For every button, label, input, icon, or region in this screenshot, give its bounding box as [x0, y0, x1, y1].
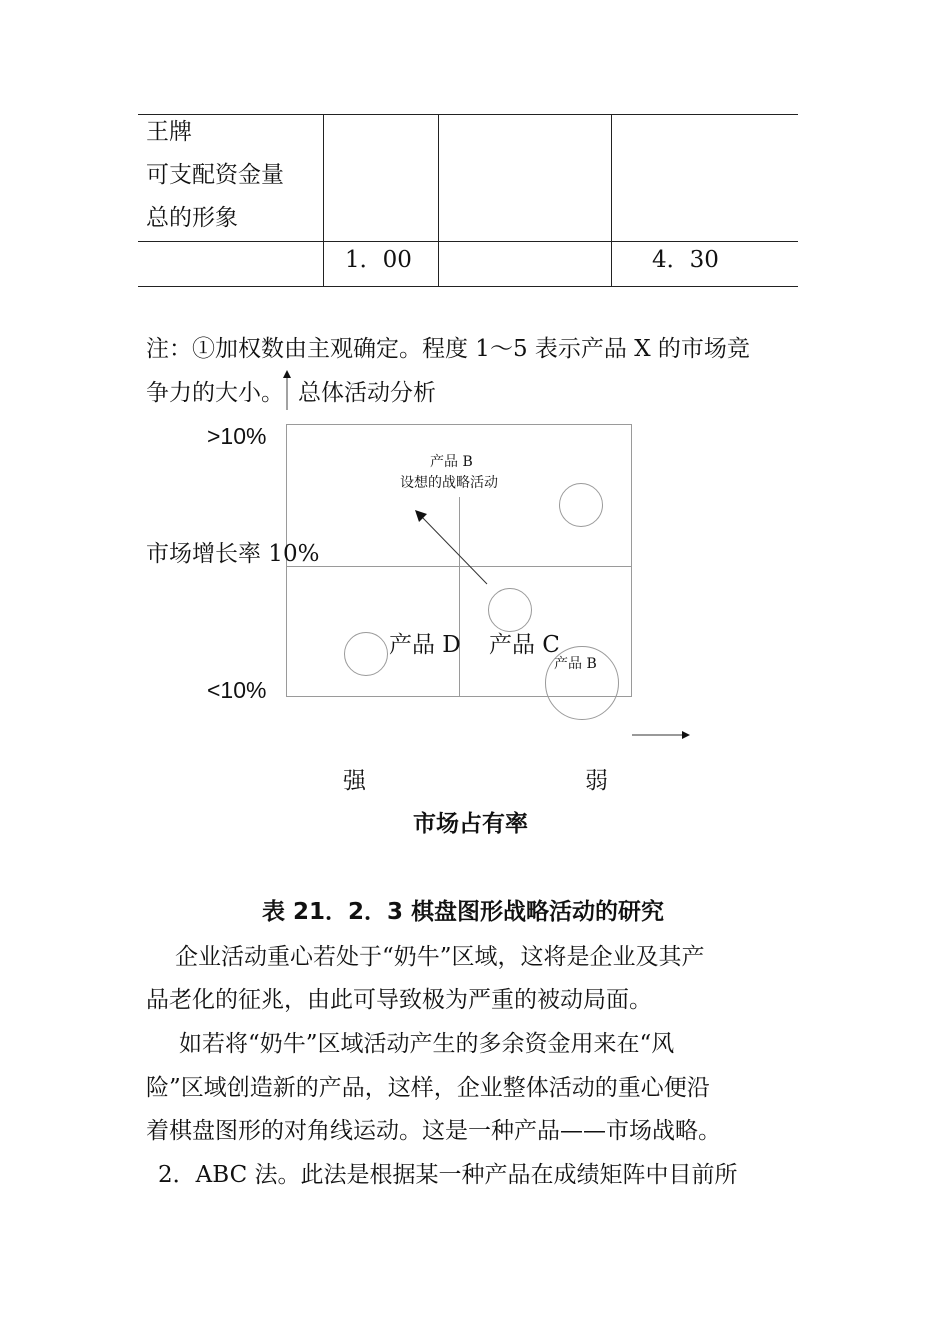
table-cell-factor-2: 可支配资金量: [146, 162, 284, 188]
note-line-2: 争力的大小。: [146, 380, 284, 406]
note-line-1: 注：①加权数由主观确定。程度 1～5 表示产品 X 的市场竞: [146, 336, 750, 362]
paragraph-2-line-1: 如若将“奶牛”区域活动产生的多余资金用来在“风: [179, 1031, 675, 1057]
table-cell-factor-1: 王牌: [146, 119, 192, 145]
paragraph-2-line-3: 着棋盘图形的对角线运动。这是一种产品——市场战略。: [146, 1118, 721, 1144]
table-col-divider-2: [438, 114, 439, 287]
label-product-d: 产品 D: [389, 632, 461, 658]
table-col-divider-1: [323, 114, 324, 287]
note-line-2-heading: 总体活动分析: [298, 380, 436, 406]
label-product-c: 产品 C: [489, 632, 560, 658]
paragraph-1-line-1: 企业活动重心若处于“奶牛”区域，这将是企业及其产: [175, 944, 705, 970]
table-caption: 表 21．2．3 棋盘图形战略活动的研究: [262, 899, 665, 925]
bubble-top-right: [559, 483, 603, 527]
bubble-product-d: [344, 632, 388, 676]
annotation-product-b: 产品 B: [430, 454, 473, 470]
table-bottom-border: [138, 286, 798, 287]
paragraph-1-line-2: 品老化的征兆，由此可导致极为严重的被动局面。: [146, 987, 652, 1013]
table-cell-factor-3: 总的形象: [146, 205, 238, 231]
table-cell-weight-total: 1．00: [345, 247, 412, 273]
label-product-b-small: 产品 B: [554, 656, 597, 672]
table-col-divider-3: [611, 114, 612, 287]
y-label-high: >10%: [207, 423, 267, 449]
strategy-arrow-icon: [405, 500, 495, 590]
x-label-weak: 弱: [585, 768, 608, 794]
up-arrow-icon: [281, 370, 293, 412]
right-arrow-icon: [630, 728, 692, 742]
y-label-low: <10%: [207, 677, 267, 703]
x-axis-title: 市场占有率: [413, 811, 528, 837]
table-cell-score-total: 4．30: [652, 247, 719, 273]
table-top-border: [138, 114, 798, 115]
paragraph-3-line-1: 2．ABC 法。此法是根据某一种产品在成绩矩阵中目前所: [158, 1162, 738, 1188]
paragraph-2-line-2: 险”区域创造新的产品，这样，企业整体活动的重心便沿: [146, 1075, 710, 1101]
x-label-strong: 强: [343, 768, 366, 794]
annotation-strategy: 设想的战略活动: [400, 475, 498, 491]
y-axis-title: 市场增长率 10%: [146, 541, 320, 567]
